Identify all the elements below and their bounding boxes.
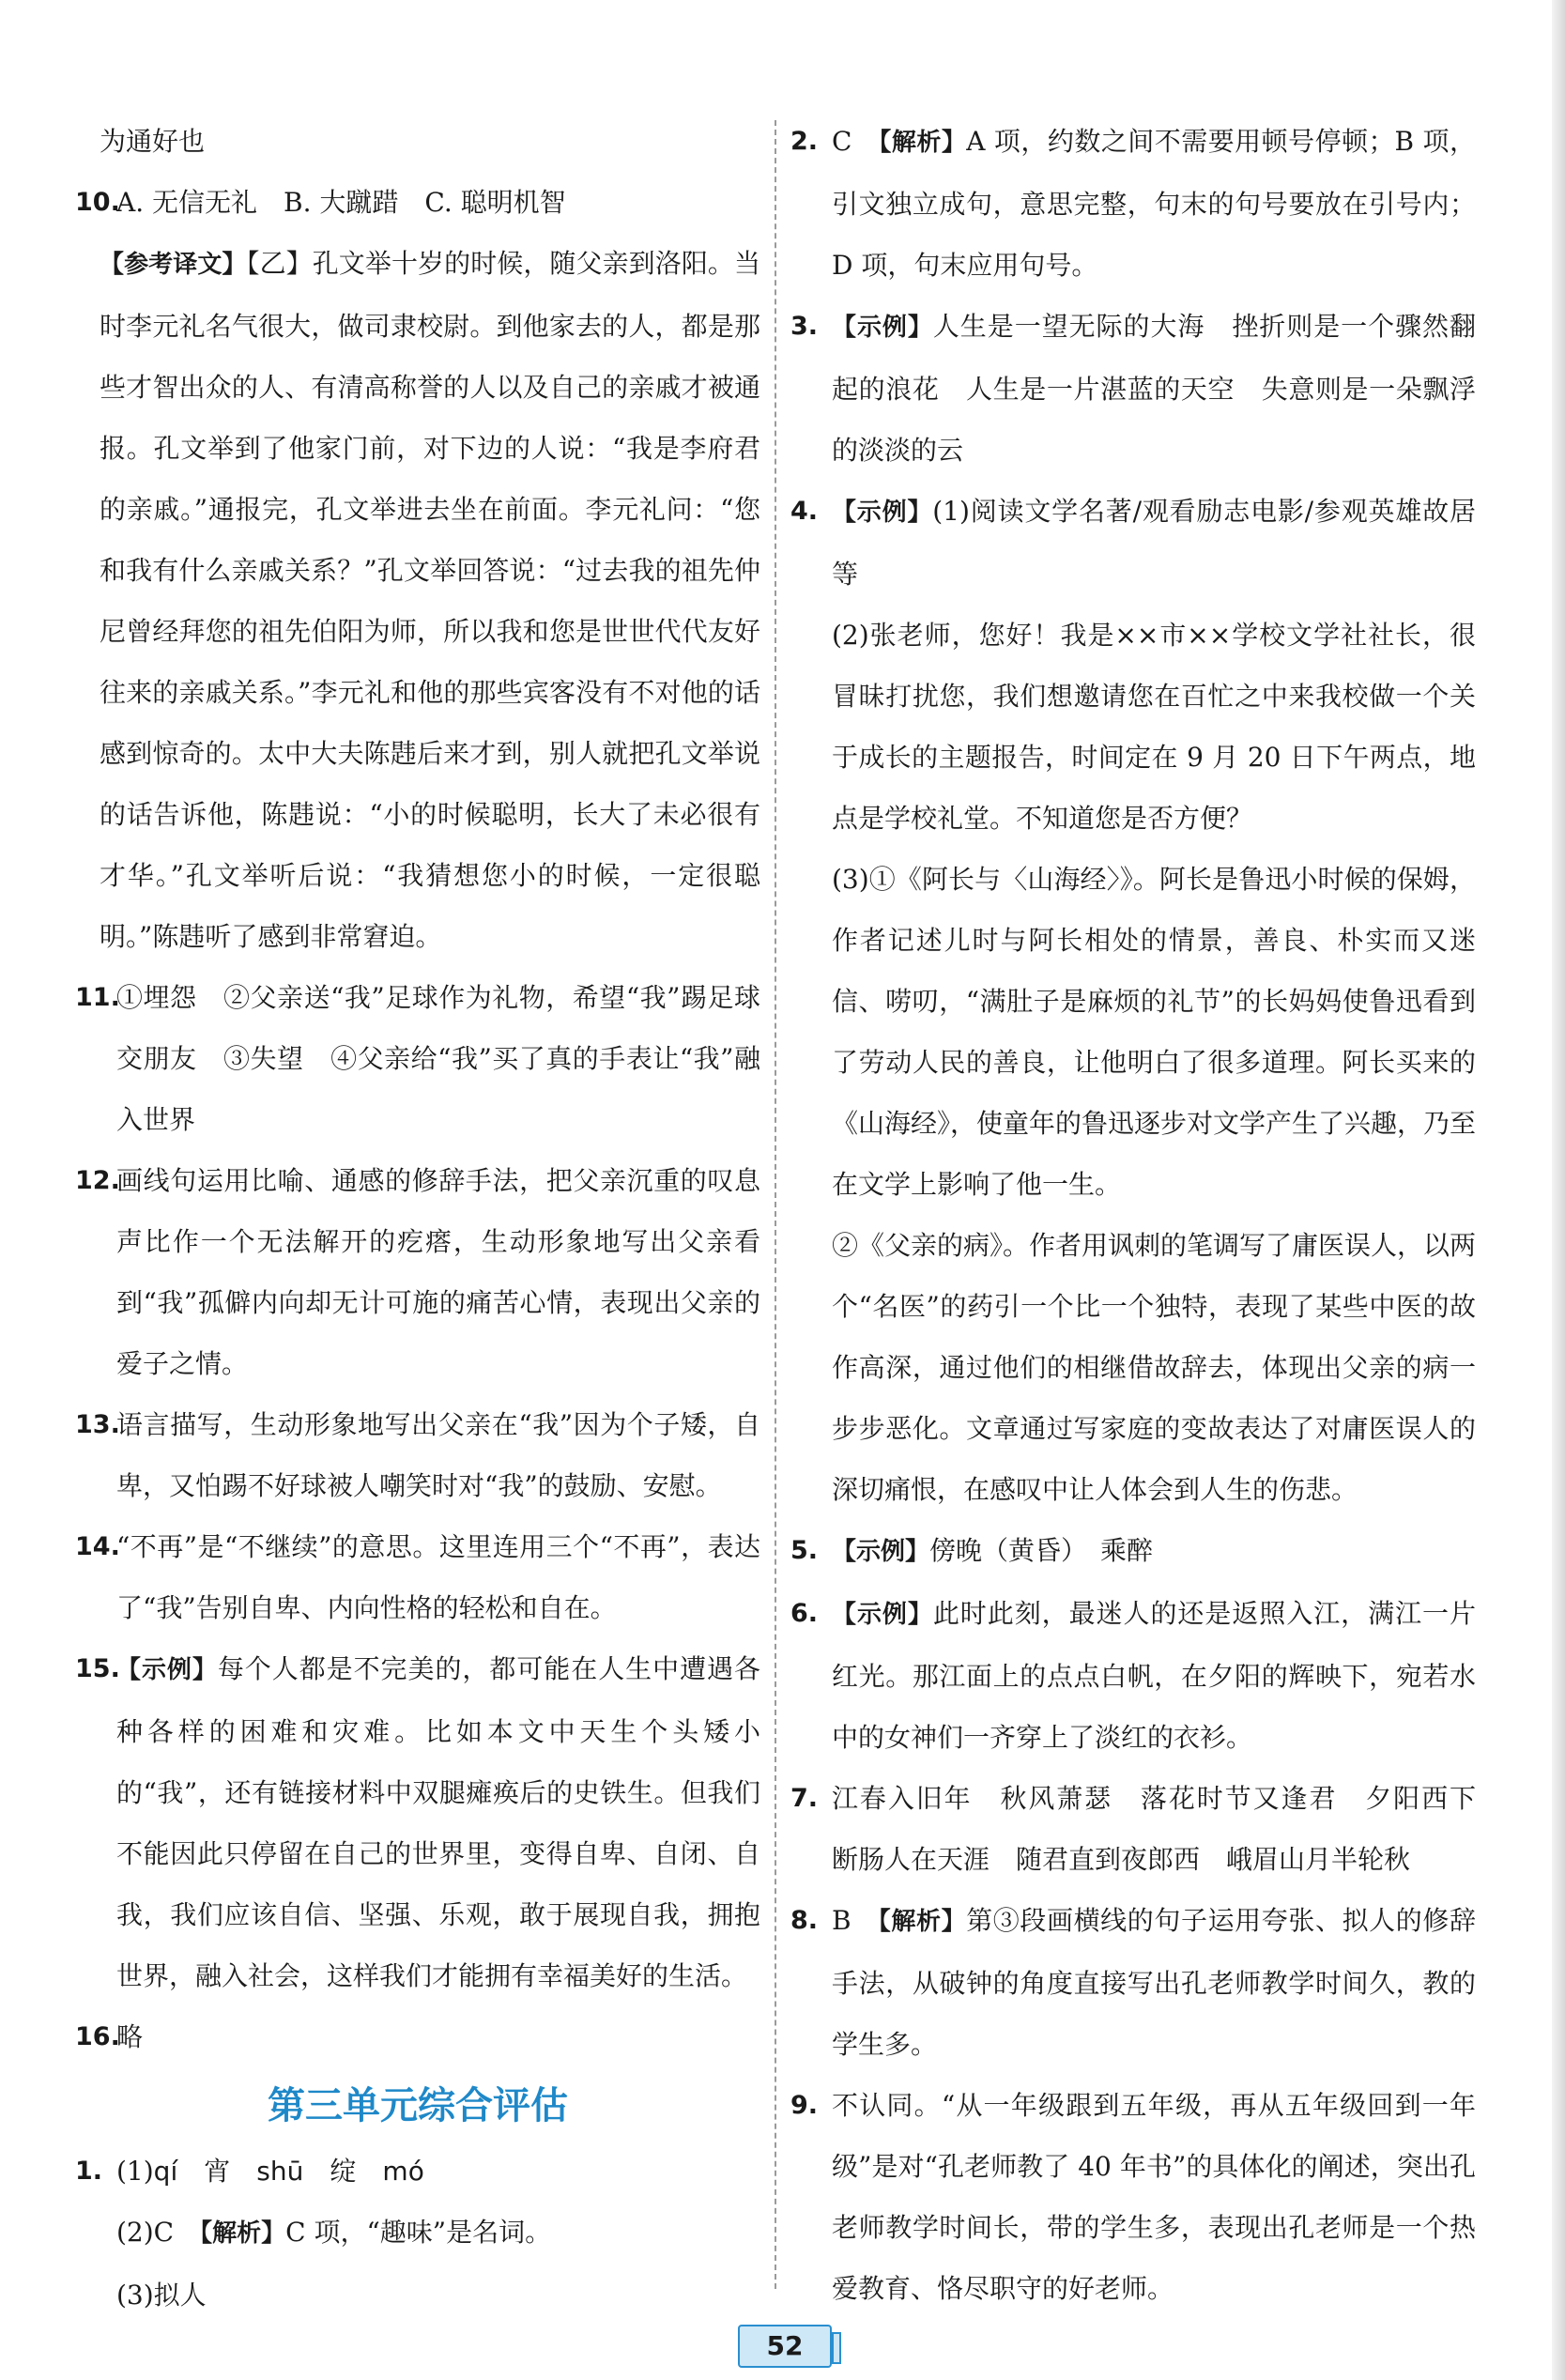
answer-text: (1)阅读文学名著/观看励志电影/参观英雄故居等: [832, 496, 1476, 590]
example-tag: 【示例】: [832, 499, 933, 527]
answer-13: [75, 1394, 760, 1516]
answer-7: [790, 1768, 1503, 1890]
sub-index: (1): [116, 2156, 154, 2187]
answer-text: 画线句运用比喻、通感的修辞手法，把父亲沉重的叹息声比作一个无法解开的疙瘩，生动形象地写出父亲看到“我”孤僻内向却无计可施的痛苦心情，表现出父亲的爱子之情。: [116, 1165, 760, 1379]
answer-6: [790, 1583, 1476, 1768]
column-divider: [775, 120, 776, 2289]
answer-number: 10.: [75, 188, 120, 217]
answer-text: 傍晚（黄昏） 乘醉: [929, 1535, 1154, 1566]
answer-number: 1.: [75, 2157, 103, 2186]
answer-14: [75, 1516, 760, 1638]
answer-text: 每个人都是不完美的，都可能在人生中遭遇各种各样的困难和灾难。比如本文中天生个头矮小的“我”，还有链接材料中双腿瘫痪后的史铁生。但我们不能因此只停留在自己的世界里，变得自卑、自闭、自我，我们应该自信、坚强、乐观，敢于展现自我，拥抱世界，融入社会，这样我们才能拥有幸福美好的生活。: [116, 1653, 760, 1991]
section-answer-1-part-3: (3)拟人: [116, 2280, 207, 2311]
answer-text: 语言描写，生动形象地写出父亲在“我”因为个子矮，自卑，又怕踢不好球被人嘲笑时对“我”的鼓励、安慰。: [116, 1409, 760, 1501]
analysis-text: A 项，约数之间不需要用顿号停顿；B 项，引文独立成句，意思完整，句末的句号要放在引号内；D 项，句末应用句号。: [832, 126, 1476, 281]
answer-2: [790, 111, 1476, 296]
answer-4: [790, 481, 1476, 605]
answer-12: [75, 1150, 760, 1394]
continuation-line: 为通好也: [100, 126, 206, 157]
answer-number: 2.: [790, 127, 819, 156]
answer-number: 15.: [75, 1654, 120, 1683]
right-column: [790, 111, 1503, 2319]
answer-number: 16.: [75, 2022, 120, 2051]
analysis-tag: 【解析】: [879, 129, 967, 157]
answer-text: 略: [116, 2021, 144, 2052]
example-tag: 【示例】: [832, 1538, 930, 1566]
analysis-tag: 【解析】: [200, 2219, 286, 2248]
answer-number: 8.: [790, 1906, 819, 1935]
translation-text: 【乙】孔文举十岁的时候，随父亲到洛阳。当时李元礼名气很大，做司隶校尉。到他家去的人，都是那些才智出众的人、有清高称誉的人以及自己的亲戚才被通报。孔文举到了他家门前，对下边的人说：“我是李府君的亲戚。”通报完，孔文举进去坐在前面。李元礼问：“您和我有什么亲戚关系？”孔文举回答说：“过去我的祖先仲尼曾经拜您的祖先伯阳为师，所以我和您是世世代代友好往来的亲戚关系。”李元礼和他的那些宾客没有不对他的话感到惊奇的。太中大夫陈韪后来才到，别人就把孔文举说的话告诉他，陈韪说：“小的时候聪明，长大了未必很有才华。”孔文举听后说：“我猜想您小的时候，一定很聪明。”陈韪听了感到非常窘迫。: [100, 248, 760, 952]
answer-5: [790, 1520, 1476, 1583]
pinyin: qí: [153, 2156, 178, 2187]
pinyin: shū: [256, 2156, 304, 2187]
answer-text: 不认同。“从一年级跟到五年级，再从五年级回到一年级”是对“孔老师教了 40 年书”的具体化的阐述，突出孔老师教学时间长，带的学生多，表现出孔老师是一个热爱教育、恪尽职守的好老师。: [832, 2090, 1476, 2304]
analysis-tag: 【解析】: [878, 1908, 967, 1936]
sub-index: (2)C: [116, 2217, 175, 2248]
section-answer-1: [75, 2141, 760, 2202]
section-answer-1-part-2: [75, 2202, 760, 2265]
analysis-text: 第③段画横线的句子运用夸张、拟人的修辞手法，从破钟的角度直接写出孔老师教学时间久，教的学生多。: [832, 1905, 1476, 2060]
answer-3: [790, 296, 1476, 481]
example-tag: 【示例】: [832, 1601, 933, 1629]
answer-text: 江春入旧年 秋风萧瑟 落花时节又逢君 夕阳西下 断肠人在天涯 随君直到夜郎西 峨眉山月半轮秋: [832, 1783, 1503, 1875]
answer-number: 13.: [75, 1410, 120, 1439]
pinyin-line: [116, 2156, 424, 2187]
section-title: 第三单元综合评估: [268, 2084, 568, 2127]
left-column: [75, 111, 760, 2326]
answer-text: 人生是一望无际的大海 挫折则是一个骤然翻起的浪花 人生是一片湛蓝的天空 失意则是一朵飘浮的淡淡的云: [832, 311, 1476, 466]
reference-translation: [75, 233, 760, 967]
character: 绽: [330, 2156, 357, 2187]
answer-number: 14.: [75, 1532, 120, 1561]
answer-11: [75, 967, 760, 1150]
answer-16: [75, 2006, 760, 2067]
answer-8: [790, 1890, 1476, 2075]
answer-4-part-4: ②《父亲的病》。作者用讽刺的笔调写了庸医误人，以两个“名医”的药引一个比一个独特，表现了某些中医的故作高深，通过他们的相继借故辞去，体现出父亲的病一步步恶化。文章通过写家庭的变故表达了对庸医误人的深切痛恨，在感叹中让人体会到人生的伤悲。: [832, 1230, 1477, 1505]
answer-number: 5.: [790, 1536, 819, 1565]
answer-9: [790, 2075, 1476, 2319]
answer-4-part-3: (3)①《阿长与〈山海经〉》。阿长是鲁迅小时候的保姆，作者记述儿时与阿长相处的情景，善良、朴实而又迷信、唠叨，“满肚子是麻烦的礼节”的长妈妈使鲁迅看到了劳动人民的善良，让他明白了很多道理。阿长买来的《山海经》，使童年的鲁迅逐步对文学产生了兴趣，乃至在文学上影响了他一生。: [832, 864, 1477, 1200]
character: 宵: [204, 2156, 231, 2187]
answer-number: 3.: [790, 312, 819, 341]
answer-choice: C: [832, 126, 852, 157]
answer-10: [75, 172, 760, 233]
page-edge: [1552, 0, 1565, 2380]
answer-text: ①埋怨 ②父亲送“我”足球作为礼物，希望“我”踢足球交朋友 ③失望 ④父亲给“我”买了真的手表让“我”融入世界: [116, 982, 760, 1135]
answer-number: 6.: [790, 1599, 819, 1628]
analysis-text: C 项，“趣味”是名词。: [285, 2217, 552, 2248]
answer-text: “不再”是“不继续”的意思。这里连用三个“不再”，表达了“我”告别自卑、内向性格的轻松和自在。: [116, 1531, 760, 1623]
answer-number: 12.: [75, 1166, 120, 1195]
answer-number: 11.: [75, 983, 120, 1012]
example-tag: 【示例】: [832, 314, 933, 342]
answer-4-part-2: (2)张老师，您好！我是××市××学校文学社社长，很冒昧打扰您，我们想邀请您在百忙之中来我校做一个关于成长的主题报告，时间定在 9 月 20 日下午两点，地点是学校礼堂。不知道您是否方便？: [832, 620, 1476, 834]
answer-number: 7.: [790, 1784, 819, 1813]
answer-text: A. 无信无礼 B. 大蹴踖 C. 聪明机智: [116, 187, 566, 218]
answer-number: 9.: [790, 2091, 819, 2120]
example-tag: 【示例】: [116, 1656, 218, 1684]
pinyin: mó: [382, 2156, 424, 2187]
translation-tag: 【参考译文】: [100, 251, 247, 279]
answer-text: 此时此刻，最迷人的还是返照入江，满江一片红光。那江面上的点点白帆，在夕阳的辉映下，宛若水中的女神们一齐穿上了淡红的衣衫。: [832, 1598, 1476, 1753]
answer-number: 4.: [790, 497, 819, 526]
answer-15: [75, 1638, 760, 2006]
page-number: 52: [738, 2325, 832, 2368]
answer-choice: B: [832, 1905, 852, 1936]
